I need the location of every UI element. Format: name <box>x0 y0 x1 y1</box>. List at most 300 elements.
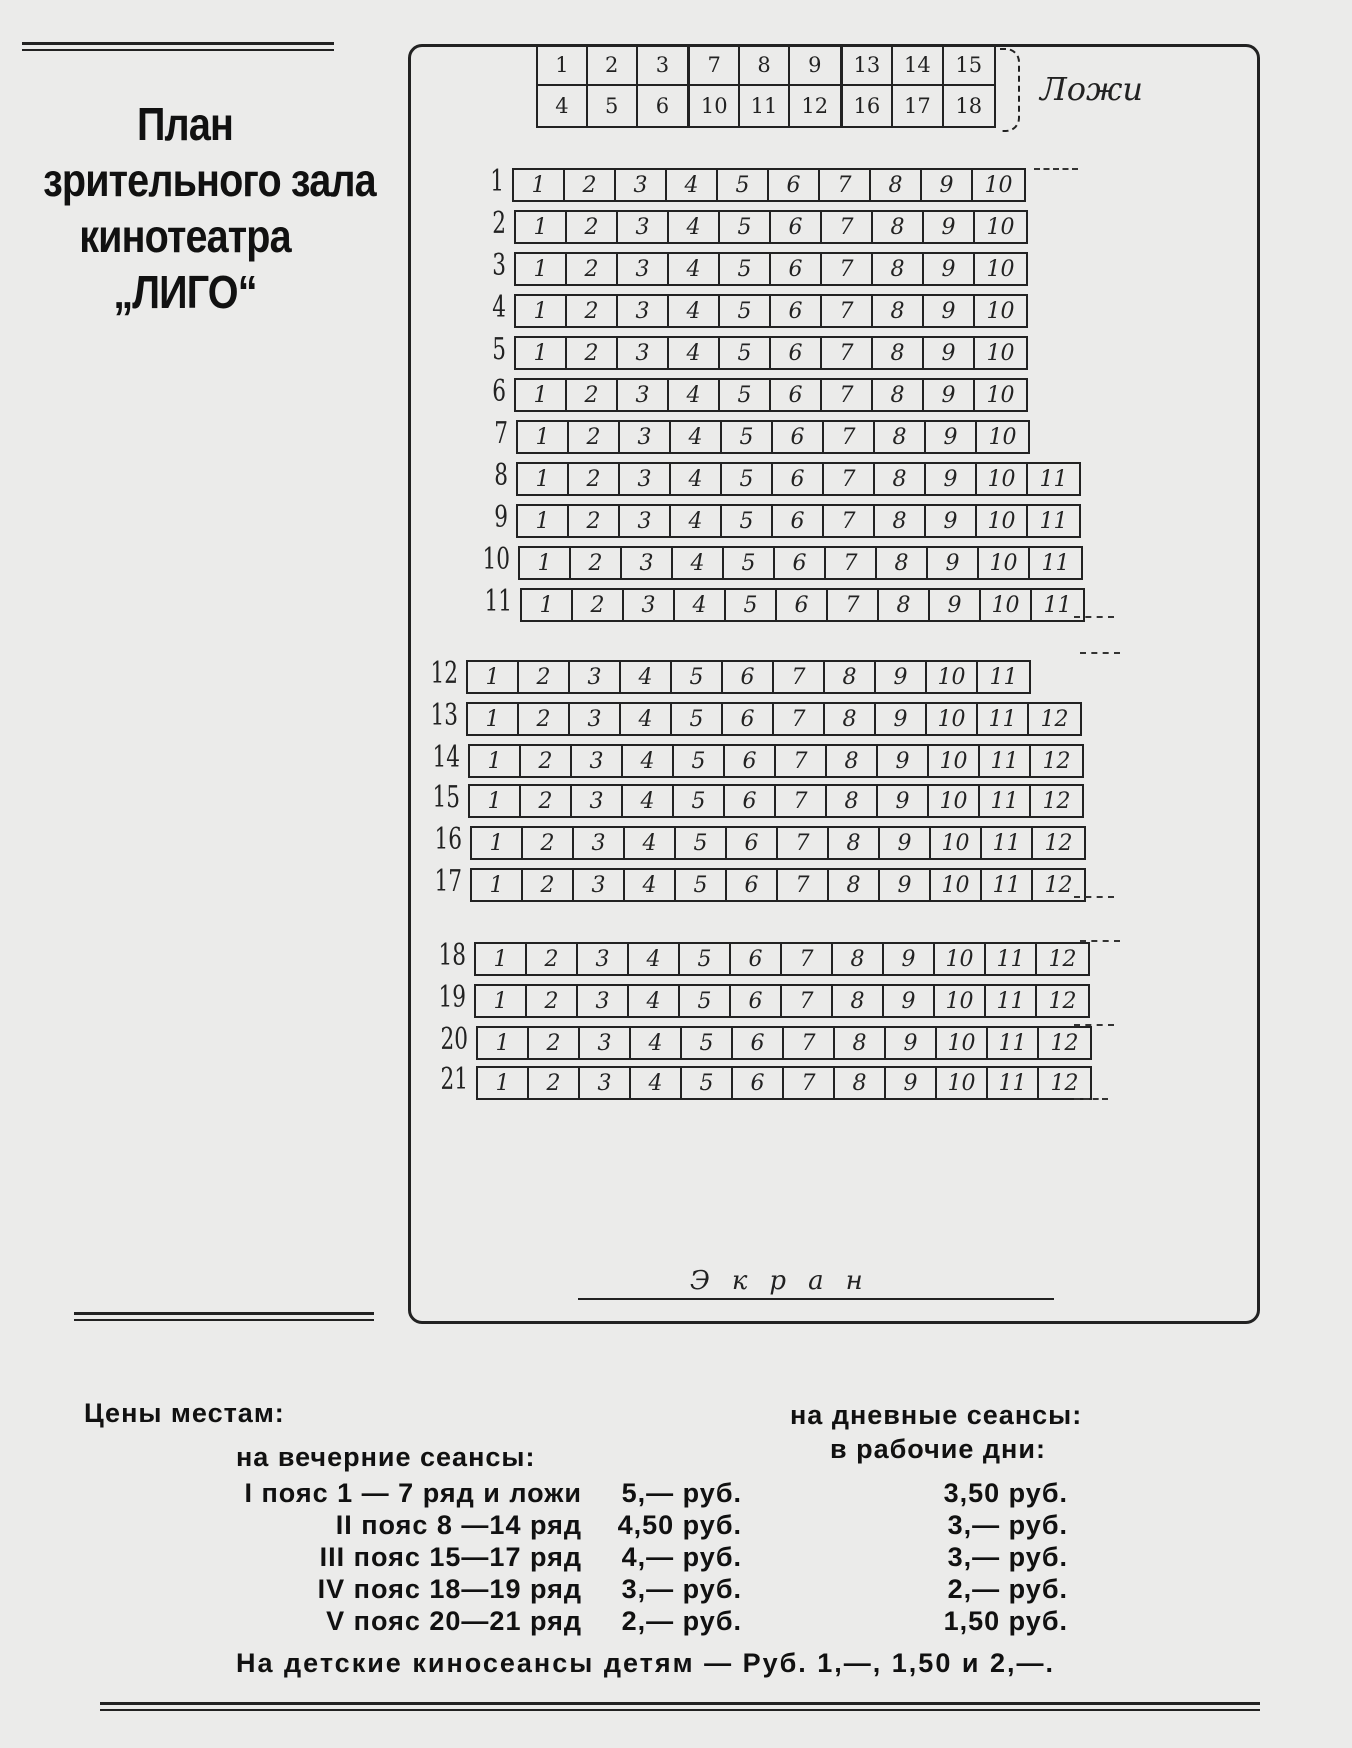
box-seat[interactable]: 1 <box>538 46 588 86</box>
seat[interactable]: 4 <box>669 380 720 410</box>
seat-row <box>514 252 1028 286</box>
seat[interactable]: 7 <box>824 464 875 494</box>
seat[interactable]: 1 <box>476 986 527 1016</box>
seat[interactable]: 9 <box>924 254 975 284</box>
seat[interactable]: 8 <box>875 464 926 494</box>
seat[interactable]: 7 <box>822 212 873 242</box>
seat[interactable]: 11 <box>988 1028 1039 1058</box>
seat[interactable]: 7 <box>782 986 833 1016</box>
seat[interactable]: 5 <box>676 828 727 858</box>
seat[interactable]: 10 <box>927 704 978 734</box>
seat[interactable]: 8 <box>835 1028 886 1058</box>
seat[interactable]: 10 <box>935 944 986 974</box>
seat[interactable]: 6 <box>727 828 778 858</box>
seat[interactable]: 6 <box>723 704 774 734</box>
seat[interactable]: 1 <box>522 590 573 620</box>
seat[interactable]: 8 <box>873 254 924 284</box>
seat[interactable]: 4 <box>669 254 720 284</box>
aisle-mark <box>1080 940 1120 942</box>
seat[interactable]: 4 <box>631 1028 682 1058</box>
seat[interactable]: 4 <box>675 590 726 620</box>
seat[interactable]: 12 <box>1044 830 1073 856</box>
box-seat[interactable]: 17 <box>893 86 943 126</box>
box-group <box>690 46 842 126</box>
seat[interactable]: 4 <box>623 786 674 816</box>
box-seat[interactable]: 6 <box>655 94 670 118</box>
seat[interactable]: 8 <box>825 704 876 734</box>
seat[interactable]: 9 <box>880 828 931 858</box>
seat[interactable]: 9 <box>926 422 977 452</box>
box-seat[interactable]: 15 <box>944 46 994 86</box>
seat[interactable]: 1 <box>518 464 569 494</box>
seat[interactable]: 1 <box>478 1028 529 1058</box>
seat[interactable]: 10 <box>981 590 1032 620</box>
seat-row <box>514 336 1028 370</box>
seat[interactable]: 2 <box>529 1028 580 1058</box>
seat-row <box>514 210 1028 244</box>
seat[interactable]: 3 <box>618 380 669 410</box>
row-label: 15 <box>432 780 460 815</box>
seat[interactable]: 1 <box>516 338 567 368</box>
seat[interactable]: 1 <box>518 422 569 452</box>
title-line-3: кинотеатра <box>79 210 291 262</box>
seat[interactable]: 11 <box>988 1068 1039 1098</box>
seat[interactable]: 7 <box>824 506 875 536</box>
seat[interactable]: 6 <box>731 944 782 974</box>
seat[interactable]: 10 <box>937 1028 988 1058</box>
seat[interactable]: 5 <box>682 1068 733 1098</box>
seat[interactable]: 4 <box>621 704 672 734</box>
seat[interactable]: 12 <box>1042 788 1071 814</box>
seat[interactable]: 12 <box>1040 706 1069 732</box>
seat[interactable]: 7 <box>774 662 825 692</box>
seat[interactable]: 7 <box>822 254 873 284</box>
seat-row <box>476 1026 1092 1060</box>
seat[interactable]: 5 <box>720 338 771 368</box>
box-seat[interactable]: 14 <box>893 46 943 86</box>
seat[interactable]: 6 <box>771 212 822 242</box>
aisle-mark <box>1074 616 1114 618</box>
seat[interactable]: 5 <box>718 170 769 200</box>
screen-line <box>578 1298 1054 1300</box>
evening-price: 3,— руб. <box>621 1574 742 1604</box>
seat[interactable]: 6 <box>769 170 820 200</box>
seat[interactable]: 7 <box>820 170 871 200</box>
seat[interactable]: 6 <box>725 786 776 816</box>
seat[interactable]: 6 <box>773 506 824 536</box>
seat[interactable]: 11 <box>980 786 1031 816</box>
day-heading: на дневные сеансы: <box>790 1400 1083 1430</box>
seat[interactable]: 4 <box>621 662 672 692</box>
seat[interactable]: 9 <box>886 1068 937 1098</box>
seat[interactable]: 6 <box>771 296 822 326</box>
seat[interactable]: 8 <box>829 870 880 900</box>
seat[interactable]: 8 <box>825 662 876 692</box>
seat[interactable]: 9 <box>926 464 977 494</box>
seat[interactable]: 2 <box>569 422 620 452</box>
seat[interactable]: 2 <box>567 254 618 284</box>
seat[interactable]: 5 <box>722 506 773 536</box>
seat[interactable]: 7 <box>784 1068 835 1098</box>
middle-rule <box>74 1312 374 1321</box>
seat[interactable]: 10 <box>979 548 1030 578</box>
top-rule <box>22 42 334 51</box>
seat[interactable]: 6 <box>775 548 826 578</box>
seat[interactable]: 7 <box>822 296 873 326</box>
seat[interactable]: 4 <box>673 548 724 578</box>
seat[interactable]: 3 <box>578 944 629 974</box>
seat[interactable]: 4 <box>669 296 720 326</box>
seat[interactable]: 9 <box>876 662 927 692</box>
seat[interactable]: 8 <box>871 170 922 200</box>
seat[interactable]: 11 <box>986 986 1037 1016</box>
seat[interactable]: 6 <box>731 986 782 1016</box>
day-price: 2,— руб. <box>947 1574 1068 1604</box>
seat[interactable]: 2 <box>523 870 574 900</box>
box-seat[interactable]: 2 <box>588 46 638 86</box>
seat[interactable]: 2 <box>567 338 618 368</box>
seat[interactable]: 4 <box>625 828 676 858</box>
seat[interactable]: 6 <box>771 380 822 410</box>
seat[interactable]: 9 <box>886 1028 937 1058</box>
seat[interactable]: 3 <box>572 786 623 816</box>
seat-row <box>476 1066 1092 1100</box>
seat[interactable]: 9 <box>922 170 973 200</box>
seat[interactable]: 5 <box>720 254 771 284</box>
seat[interactable]: 5 <box>720 380 771 410</box>
seat[interactable]: 4 <box>625 870 676 900</box>
seat[interactable]: 5 <box>722 464 773 494</box>
seat-row <box>516 420 1030 454</box>
seat[interactable]: 3 <box>618 296 669 326</box>
seat[interactable]: 3 <box>620 422 671 452</box>
aisle-mark <box>1074 1098 1108 1100</box>
evening-price: 4,50 руб. <box>617 1510 742 1540</box>
seat[interactable]: 12 <box>1048 988 1077 1014</box>
seat[interactable]: 1 <box>468 662 519 692</box>
seat[interactable]: 7 <box>778 870 829 900</box>
seat[interactable]: 7 <box>778 828 829 858</box>
boxes-bracket <box>1000 48 1020 132</box>
seat-row <box>468 784 1084 818</box>
box-seat[interactable]: 3 <box>638 46 688 86</box>
row-label: 9 <box>494 500 508 535</box>
seat[interactable]: 10 <box>929 786 980 816</box>
box-seat[interactable]: 13 <box>843 46 893 86</box>
seat[interactable]: 1 <box>472 870 523 900</box>
seat[interactable]: 11 <box>1041 550 1070 576</box>
seat[interactable]: 3 <box>572 746 623 776</box>
seat[interactable]: 3 <box>624 590 675 620</box>
seat[interactable]: 2 <box>567 296 618 326</box>
seat[interactable]: 11 <box>982 870 1033 900</box>
seat[interactable]: 10 <box>986 298 1015 324</box>
seat[interactable]: 8 <box>827 746 878 776</box>
seat[interactable]: 7 <box>776 746 827 776</box>
seat[interactable]: 2 <box>527 944 578 974</box>
seat[interactable]: 11 <box>980 746 1031 776</box>
seat[interactable]: 1 <box>520 548 571 578</box>
seat[interactable]: 5 <box>680 986 731 1016</box>
row-label: 11 <box>484 584 512 619</box>
box-seat[interactable]: 7 <box>690 46 740 86</box>
seat[interactable]: 4 <box>671 464 722 494</box>
row-label: 14 <box>432 740 460 775</box>
seat[interactable]: 1 <box>516 212 567 242</box>
seat[interactable]: 6 <box>723 662 774 692</box>
seat[interactable]: 5 <box>680 944 731 974</box>
row-label: 19 <box>438 980 466 1015</box>
seat[interactable]: 6 <box>733 1068 784 1098</box>
seat[interactable]: 3 <box>622 548 673 578</box>
seat[interactable]: 9 <box>930 590 981 620</box>
seat[interactable]: 10 <box>935 986 986 1016</box>
box-seat[interactable]: 16 <box>843 86 893 126</box>
seat[interactable]: 9 <box>878 746 929 776</box>
seat[interactable]: 2 <box>529 1068 580 1098</box>
seat[interactable]: 1 <box>516 254 567 284</box>
seat[interactable]: 2 <box>565 170 616 200</box>
seat[interactable]: 8 <box>833 986 884 1016</box>
seat[interactable]: 4 <box>671 422 722 452</box>
seat[interactable]: 3 <box>574 870 625 900</box>
seat[interactable]: 2 <box>523 828 574 858</box>
seat[interactable]: 5 <box>674 746 725 776</box>
seat[interactable]: 5 <box>726 590 777 620</box>
seat[interactable]: 2 <box>519 704 570 734</box>
row-label: 2 <box>492 206 506 241</box>
seat[interactable]: 3 <box>616 170 667 200</box>
box-seat[interactable]: 18 <box>955 94 983 118</box>
seat[interactable]: 1 <box>516 296 567 326</box>
box-seat[interactable]: 11 <box>740 86 790 126</box>
seat[interactable]: 9 <box>924 338 975 368</box>
seat[interactable]: 6 <box>725 746 776 776</box>
seat[interactable]: 9 <box>884 986 935 1016</box>
seat[interactable]: 11 <box>986 944 1037 974</box>
seat[interactable]: 3 <box>618 254 669 284</box>
seat[interactable]: 2 <box>519 662 570 692</box>
seat[interactable]: 10 <box>986 256 1015 282</box>
seat[interactable]: 1 <box>470 746 521 776</box>
seat[interactable]: 9 <box>926 506 977 536</box>
evening-price: 4,— руб. <box>621 1542 742 1572</box>
seat[interactable]: 3 <box>580 1068 631 1098</box>
seat[interactable]: 4 <box>623 746 674 776</box>
seat[interactable]: 5 <box>674 786 725 816</box>
seat[interactable]: 8 <box>875 506 926 536</box>
seat[interactable]: 10 <box>927 662 978 692</box>
seat[interactable]: 9 <box>884 944 935 974</box>
seat-row <box>466 702 1082 736</box>
seat[interactable]: 3 <box>618 212 669 242</box>
seat[interactable]: 10 <box>929 746 980 776</box>
seat[interactable]: 3 <box>578 986 629 1016</box>
row-label: 1 <box>490 164 504 199</box>
seat[interactable]: 6 <box>733 1028 784 1058</box>
seat[interactable]: 12 <box>1044 872 1073 898</box>
seat[interactable]: 6 <box>771 254 822 284</box>
seat[interactable]: 2 <box>521 746 572 776</box>
seat[interactable]: 5 <box>682 1028 733 1058</box>
box-seat[interactable]: 5 <box>588 86 638 126</box>
seat[interactable]: 8 <box>829 828 880 858</box>
seat[interactable]: 2 <box>571 548 622 578</box>
seat[interactable]: 12 <box>1050 1030 1079 1056</box>
seat[interactable]: 10 <box>986 214 1015 240</box>
seat[interactable]: 4 <box>631 1068 682 1098</box>
seat[interactable]: 10 <box>931 828 982 858</box>
seat[interactable]: 5 <box>720 296 771 326</box>
seat-row <box>474 942 1090 976</box>
seat[interactable]: 7 <box>782 944 833 974</box>
boxes-label: Ложи <box>1040 70 1143 108</box>
seat[interactable]: 8 <box>879 590 930 620</box>
day-price: 3,50 руб. <box>943 1478 1068 1508</box>
seat[interactable]: 10 <box>977 506 1028 536</box>
seat[interactable]: 12 <box>1048 946 1077 972</box>
seat[interactable]: 1 <box>478 1068 529 1098</box>
seat[interactable]: 3 <box>570 704 621 734</box>
box-seat[interactable]: 10 <box>690 86 740 126</box>
seat[interactable]: 4 <box>671 506 722 536</box>
seat-row <box>518 546 1083 580</box>
seat[interactable]: 3 <box>580 1028 631 1058</box>
seat[interactable]: 2 <box>521 786 572 816</box>
seat[interactable]: 3 <box>570 662 621 692</box>
seat[interactable]: 4 <box>669 338 720 368</box>
seat[interactable]: 8 <box>833 944 884 974</box>
seat[interactable]: 2 <box>567 380 618 410</box>
seat[interactable]: 4 <box>669 212 720 242</box>
weekday-heading: в рабочие дни: <box>830 1434 1046 1464</box>
seat[interactable]: 2 <box>527 986 578 1016</box>
row-label: 10 <box>482 542 510 577</box>
seat[interactable]: 4 <box>629 986 680 1016</box>
seat[interactable]: 5 <box>676 870 727 900</box>
seat[interactable]: 11 <box>1043 592 1072 618</box>
seat[interactable]: 9 <box>924 212 975 242</box>
seat[interactable]: 12 <box>1050 1070 1079 1096</box>
seat[interactable]: 8 <box>877 548 928 578</box>
box-seat[interactable]: 4 <box>538 86 588 126</box>
seat[interactable]: 1 <box>472 828 523 858</box>
box-seat[interactable]: 9 <box>790 46 840 86</box>
seat[interactable]: 10 <box>988 424 1017 450</box>
seat[interactable]: 9 <box>924 380 975 410</box>
zone-label: III пояс 15—17 ряд <box>319 1542 582 1572</box>
seat[interactable]: 5 <box>724 548 775 578</box>
seat[interactable]: 8 <box>873 212 924 242</box>
seat[interactable]: 9 <box>880 870 931 900</box>
seat[interactable]: 11 <box>978 704 1029 734</box>
seat[interactable]: 7 <box>776 786 827 816</box>
seat[interactable]: 9 <box>878 786 929 816</box>
seat[interactable]: 5 <box>672 704 723 734</box>
boxes-block <box>536 44 996 128</box>
day-price: 1,50 руб. <box>943 1606 1068 1636</box>
seat[interactable]: 11 <box>1039 508 1068 534</box>
seat[interactable]: 4 <box>667 170 718 200</box>
seat[interactable]: 6 <box>777 590 828 620</box>
seat[interactable]: 10 <box>984 172 1013 198</box>
seat[interactable]: 7 <box>784 1028 835 1058</box>
seat[interactable]: 11 <box>982 828 1033 858</box>
seat[interactable]: 11 <box>989 664 1018 690</box>
row-label: 5 <box>492 332 506 367</box>
seat[interactable]: 5 <box>672 662 723 692</box>
box-seat[interactable]: 12 <box>801 94 829 118</box>
seat[interactable]: 3 <box>620 506 671 536</box>
seat[interactable]: 1 <box>476 944 527 974</box>
row-label: 4 <box>492 290 506 325</box>
seat-row <box>520 588 1085 622</box>
title-line-4: „ЛИГО“ <box>113 266 257 318</box>
seat[interactable]: 2 <box>569 464 620 494</box>
seat[interactable]: 2 <box>573 590 624 620</box>
seat[interactable]: 10 <box>931 870 982 900</box>
seat[interactable]: 8 <box>873 296 924 326</box>
seat[interactable]: 7 <box>822 338 873 368</box>
seat[interactable]: 8 <box>873 338 924 368</box>
seat[interactable]: 5 <box>722 422 773 452</box>
seat[interactable]: 8 <box>873 380 924 410</box>
row-label: 8 <box>494 458 508 493</box>
seat[interactable]: 7 <box>828 590 879 620</box>
seat[interactable]: 6 <box>773 464 824 494</box>
seat[interactable]: 2 <box>567 212 618 242</box>
seat[interactable]: 1 <box>470 786 521 816</box>
seat[interactable]: 8 <box>875 422 926 452</box>
seat[interactable]: 1 <box>518 506 569 536</box>
seat[interactable]: 7 <box>826 548 877 578</box>
seat[interactable]: 8 <box>835 1068 886 1098</box>
page-title <box>43 96 376 320</box>
seat[interactable]: 2 <box>569 506 620 536</box>
seat[interactable]: 7 <box>822 380 873 410</box>
seat[interactable]: 10 <box>986 340 1015 366</box>
seat[interactable]: 6 <box>773 422 824 452</box>
seat[interactable]: 1 <box>516 380 567 410</box>
seat-row <box>514 294 1028 328</box>
seat[interactable]: 9 <box>876 704 927 734</box>
seat[interactable]: 9 <box>928 548 979 578</box>
seat[interactable]: 10 <box>937 1068 988 1098</box>
seat[interactable]: 4 <box>629 944 680 974</box>
seat[interactable]: 3 <box>574 828 625 858</box>
seat[interactable]: 12 <box>1042 748 1071 774</box>
seat-row <box>466 660 1031 694</box>
seat[interactable]: 9 <box>924 296 975 326</box>
seat[interactable]: 3 <box>618 338 669 368</box>
seat[interactable]: 6 <box>771 338 822 368</box>
seat[interactable]: 1 <box>514 170 565 200</box>
seat[interactable]: 1 <box>468 704 519 734</box>
box-seat[interactable]: 8 <box>740 46 790 86</box>
seat[interactable]: 10 <box>986 382 1015 408</box>
seat[interactable]: 8 <box>827 786 878 816</box>
seat[interactable]: 5 <box>720 212 771 242</box>
row-label: 7 <box>494 416 508 451</box>
seat-row <box>470 826 1086 860</box>
seat[interactable]: 7 <box>774 704 825 734</box>
seat[interactable]: 7 <box>824 422 875 452</box>
seat-row <box>512 168 1026 202</box>
seat[interactable]: 10 <box>977 464 1028 494</box>
seat[interactable]: 6 <box>727 870 778 900</box>
seat[interactable]: 3 <box>620 464 671 494</box>
seat[interactable]: 11 <box>1039 466 1068 492</box>
